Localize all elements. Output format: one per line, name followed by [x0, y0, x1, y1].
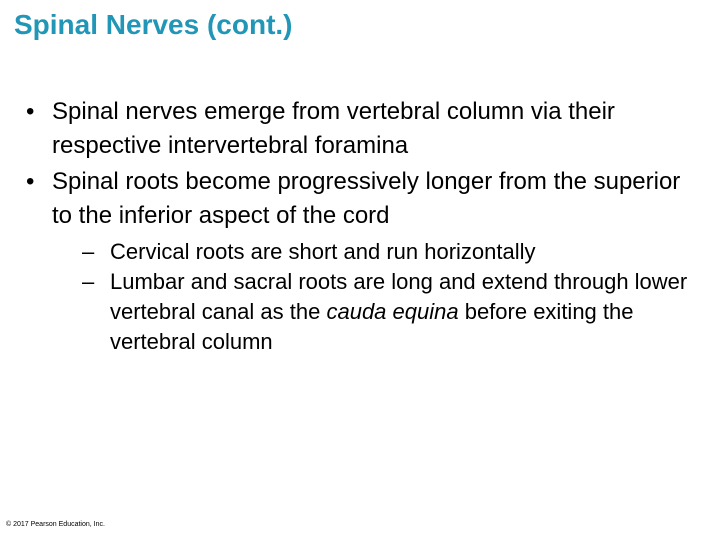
sub-bullet-marker: – — [82, 239, 95, 264]
bullet-item — [26, 95, 706, 163]
sub-bullet-item — [82, 267, 706, 357]
bullet-item — [26, 165, 706, 357]
sub-bullet-text-after: before exiting the vertebral column — [110, 299, 634, 354]
sub-bullet-marker: – — [82, 269, 95, 294]
sub-bullet-text: Cervical roots are short and run horizontally — [110, 239, 536, 264]
slide-title: Spinal Nerves (cont.) — [14, 9, 293, 40]
bullet-text: Spinal roots become progressively longer from the superior to the inferior aspect of the cord — [52, 168, 681, 229]
cauda-equina-term: cauda equina — [326, 299, 459, 324]
copyright-notice: © 2017 Pearson Education, Inc. — [6, 521, 105, 528]
sub-bullet-item — [82, 237, 706, 267]
bullet-text: Spinal nerves emerge from vertebral column via their respective intervertebral foramina — [52, 98, 615, 159]
sub-bullet-list — [52, 237, 706, 357]
bullet-list — [26, 95, 706, 359]
bullet-marker: • — [26, 98, 35, 125]
bullet-marker: • — [26, 168, 35, 195]
sub-bullet-text: Lumbar and sacral roots are long and extend through lower vertebral canal as the — [110, 269, 688, 324]
